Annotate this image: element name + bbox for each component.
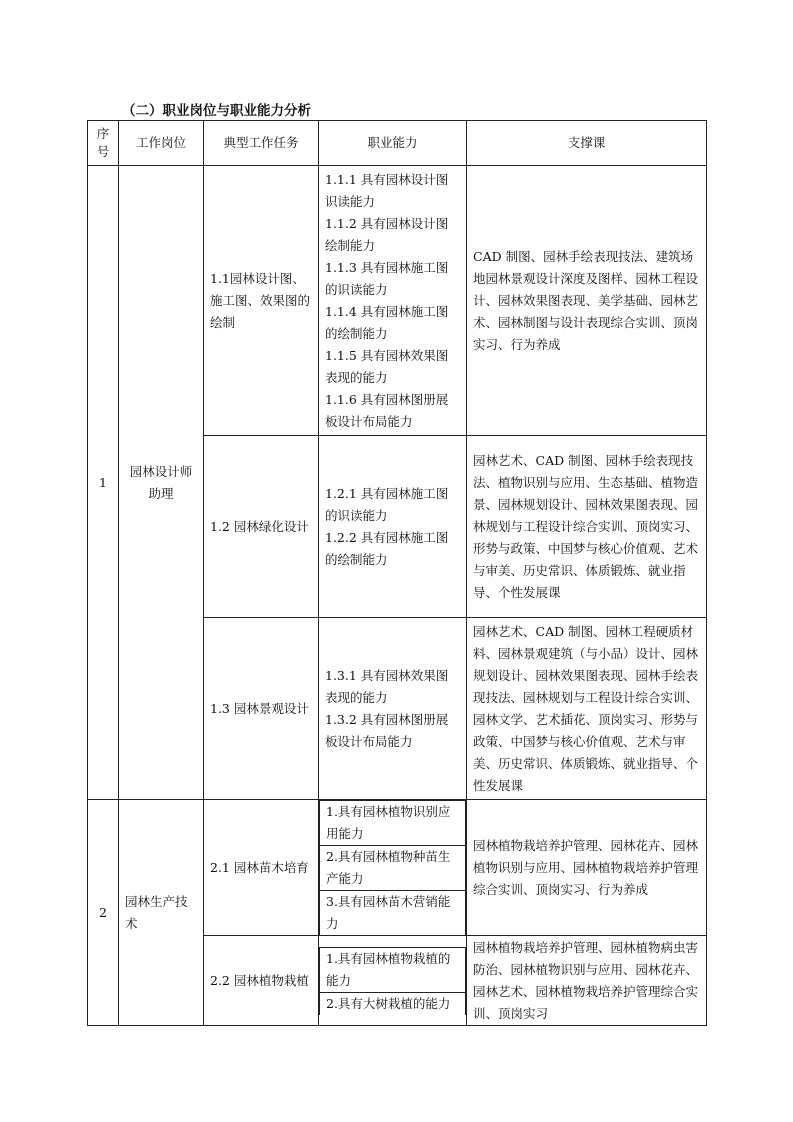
post-cell: 园林生产技术	[119, 800, 204, 1026]
ability-item: 1.2.2 具有园林施工图的绘制能力	[325, 529, 449, 567]
row-number: 1	[88, 166, 119, 800]
ability-item: 1.3.2 具有园林图册展板设计布局能力	[325, 711, 449, 749]
task-cell: 1.2 园林绿化设计	[204, 436, 319, 618]
task-cell: 2.1 园林苗木培育	[204, 800, 319, 936]
ability-item: 1.具有园林植物栽植的能力	[320, 947, 466, 992]
course-cell: 园林植物栽培养护管理、园林植物病虫害防治、园林植物识别与应用、园林花卉、园林艺术、园林植物栽培养护管理综合实训、顶岗实习	[467, 936, 707, 1026]
course-cell: CAD 制图、园林手绘表现技法、建筑场地园林景观设计深度及图样、园林工程设计、园林效果图表现、美学基础、园林艺术、园林制图与设计表现综合实训、顶岗实习、行为养成	[467, 166, 707, 436]
ability-item: 1.1.6 具有园林图册展板设计布局能力	[325, 391, 449, 429]
course-cell: 园林艺术、CAD 制图、园林手绘表现技法、植物识别与应用、生态基础、植物造景、园林规划设计、园林效果图表现、园林规划与工程设计综合实训、顶岗实习、形势与政策、中国梦与核心价值观、艺术与审美、历史常识、体质锻炼、就业指导、个性发展课	[467, 436, 707, 618]
ability-cell	[319, 800, 467, 936]
header-post: 工作岗位	[119, 121, 204, 166]
career-analysis-table	[87, 120, 707, 1026]
ability-cell	[319, 166, 467, 436]
table-row	[88, 800, 707, 936]
header-no: 序号	[88, 121, 119, 166]
course-cell: 园林植物栽培养护管理、园林花卉、园林植物识别与应用、园林植物栽培养护管理综合实训、顶岗实习、行为养成	[467, 800, 707, 936]
ability-item: 1.2.1 具有园林施工图的识读能力	[325, 485, 449, 523]
ability-item: 1.1.4 具有园林施工图的绘制能力	[325, 303, 449, 341]
ability-item: 2.具有园林植物种苗生产能力	[320, 846, 466, 891]
section-title: （二）职业岗位与职业能力分析	[122, 103, 311, 119]
ability-item: 1.1.5 具有园林效果图表现的能力	[325, 347, 449, 385]
task-cell: 1.1园林设计图、施工图、效果图的绘制	[204, 166, 319, 436]
task-cell: 1.3 园林景观设计	[204, 618, 319, 800]
ability-item: 1.具有园林植物识别应用能力	[320, 801, 466, 846]
ability-cell	[319, 618, 467, 800]
ability-item: 3.具有园林苗木营销能力	[320, 891, 466, 936]
ability-item: 1.1.1 具有园林设计图识读能力	[325, 171, 449, 209]
header-course: 支撑课	[467, 121, 707, 166]
header-row	[88, 121, 707, 166]
ability-item: 2.具有大树栽植的能力	[320, 992, 466, 1015]
header-ability: 职业能力	[319, 121, 467, 166]
course-cell: 园林艺术、CAD 制图、园林工程硬质材料、园林景观建筑（与小品）设计、园林规划设计、园林效果图表现、园林手绘表现技法、园林规划与工程设计综合实训、园林文学、艺术插花、顶岗实习、形势与政策、中国梦与核心价值观、艺术与审美、历史常识、体质锻炼、就业指导、个性发展课	[467, 618, 707, 800]
ability-item: 1.3.1 具有园林效果图表现的能力	[325, 667, 449, 705]
post-cell: 园林设计师助理	[119, 166, 204, 800]
table-row	[88, 166, 707, 436]
header-task: 典型工作任务	[204, 121, 319, 166]
ability-item: 1.1.3 具有园林施工图的识读能力	[325, 259, 449, 297]
ability-cell	[319, 936, 467, 1026]
task-cell: 2.2 园林植物栽植	[204, 936, 319, 1026]
row-number: 2	[88, 800, 119, 1026]
ability-cell	[319, 436, 467, 618]
ability-item: 1.1.2 具有园林设计图绘制能力	[325, 215, 449, 253]
